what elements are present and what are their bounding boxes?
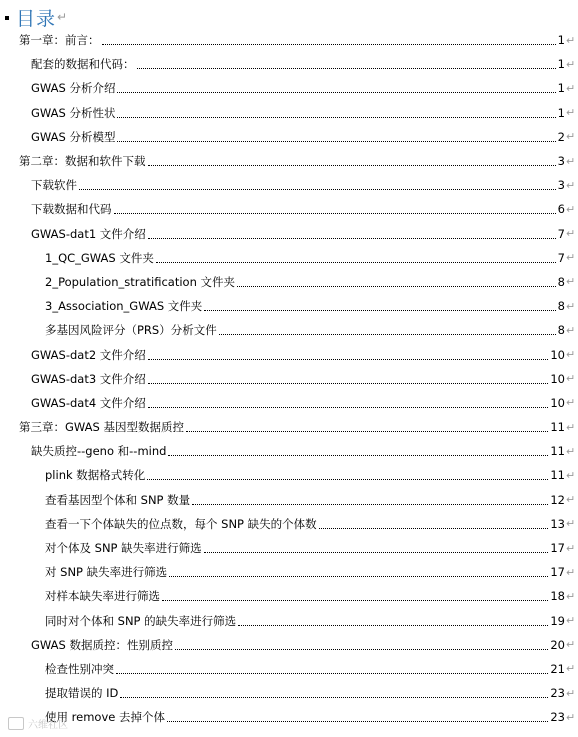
paragraph-mark-icon: ↵ [566, 589, 576, 603]
toc-entry[interactable] [0, 173, 578, 197]
toc-entry-page-number: 1 [557, 57, 565, 72]
paragraph-mark-icon: ↵ [566, 348, 576, 362]
toc-entry-label: 第一章：前言： [19, 33, 100, 48]
dot-leader [148, 382, 549, 384]
toc-entry-label: 1_QC_GWAS 文件夹 [45, 250, 154, 265]
toc-entry[interactable] [0, 657, 578, 681]
dot-leader [148, 358, 549, 360]
dot-leader [102, 43, 556, 45]
toc-entry-page-number: 13 [550, 516, 565, 531]
toc-entry-page-number: 20 [550, 637, 565, 652]
toc-entry[interactable] [0, 125, 578, 149]
toc-entry[interactable] [0, 246, 578, 270]
paragraph-mark-icon: ↵ [566, 614, 576, 628]
toc-entry-page-number: 11 [550, 420, 565, 435]
toc-entry-page-number: 1 [557, 105, 565, 120]
toc-entry-page-number: 7 [557, 226, 565, 241]
toc-entry[interactable] [0, 270, 578, 294]
paragraph-mark-icon: ↵ [566, 106, 576, 120]
toc-entry-label: 使用 remove 去掉个体 [45, 710, 165, 725]
toc-entry-page-number: 18 [550, 589, 565, 604]
paragraph-mark-icon: ↵ [566, 154, 576, 168]
toc-entry[interactable] [0, 222, 578, 246]
dot-leader [167, 720, 548, 722]
toc-entry[interactable] [0, 512, 578, 536]
toc-entry-label: 查看一下个体缺失的位点数，每个 SNP 缺失的个体数 [45, 516, 317, 531]
toc-entry-page-number: 6 [557, 202, 565, 217]
dot-leader [137, 67, 556, 69]
paragraph-mark-icon: ↵ [566, 227, 576, 241]
dot-leader [204, 309, 555, 311]
paragraph-mark-icon: ↵ [566, 323, 576, 337]
paragraph-mark-icon: ↵ [566, 662, 576, 676]
toc-entry-page-number: 17 [550, 565, 565, 580]
dot-leader [117, 140, 555, 142]
dot-leader [192, 503, 548, 505]
table-of-contents [0, 28, 578, 729]
toc-entry[interactable] [0, 149, 578, 173]
dot-leader [319, 527, 549, 529]
paragraph-mark-icon: ↵ [566, 444, 576, 458]
toc-entry-page-number: 17 [550, 541, 565, 556]
toc-entry-label: plink 数据格式转化 [45, 468, 146, 483]
toc-entry-page-number: 7 [557, 250, 565, 265]
toc-entry[interactable] [0, 681, 578, 705]
toc-entry[interactable] [0, 536, 578, 560]
dot-leader [147, 478, 548, 480]
toc-entry-label: 配套的数据和代码： [31, 57, 135, 72]
paragraph-mark-icon: ↵ [566, 710, 576, 724]
paragraph-mark-icon: ↵ [566, 565, 576, 579]
toc-entry-label: 3_Association_GWAS 文件夹 [45, 299, 203, 314]
dot-leader [204, 551, 549, 553]
watermark-logo-icon [8, 717, 24, 730]
toc-entry[interactable] [0, 633, 578, 657]
paragraph-mark-icon: ↵ [566, 202, 576, 216]
heading-bullet-icon [5, 16, 9, 20]
toc-entry-label: 检查性别冲突 [45, 661, 114, 676]
toc-entry[interactable] [0, 197, 578, 221]
paragraph-mark-icon: ↵ [566, 372, 576, 386]
toc-entry-page-number: 23 [550, 686, 565, 701]
toc-entry[interactable] [0, 318, 578, 342]
toc-entry-label: GWAS-dat1 文件介绍 [31, 226, 146, 241]
paragraph-mark-icon: ↵ [566, 517, 576, 531]
toc-entry-label: GWAS 数据质控：性别质控 [31, 637, 173, 652]
paragraph-mark-icon: ↵ [566, 638, 576, 652]
paragraph-mark-icon: ↵ [566, 541, 576, 555]
toc-entry-label: 对 SNP 缺失率进行筛选 [45, 565, 168, 580]
toc-entry-label: 2_Population_stratification 文件夹 [45, 274, 236, 289]
toc-entry-page-number: 19 [550, 613, 565, 628]
toc-entry-label: GWAS-dat2 文件介绍 [31, 347, 146, 362]
dot-leader [148, 406, 549, 408]
paragraph-mark-icon: ↵ [566, 33, 576, 47]
dot-leader [148, 237, 556, 239]
paragraph-mark-icon: ↵ [566, 130, 576, 144]
dot-leader [117, 116, 555, 118]
toc-entry-label: GWAS 分析模型 [31, 129, 116, 144]
toc-entry-page-number: 23 [550, 710, 565, 725]
paragraph-mark-icon: ↵ [566, 420, 576, 434]
paragraph-mark-icon: ↵ [566, 57, 576, 71]
dot-leader [156, 261, 556, 263]
paragraph-mark-icon: ↵ [566, 251, 576, 265]
toc-entry-page-number: 10 [550, 371, 565, 386]
watermark [8, 716, 68, 731]
dot-leader [175, 648, 548, 650]
toc-entry-label: 下载数据和代码 [31, 202, 112, 217]
toc-entry[interactable] [0, 584, 578, 608]
toc-entry[interactable] [0, 294, 578, 318]
toc-entry-label: 对个体及 SNP 缺失率进行筛选 [45, 541, 202, 556]
toc-entry-label: 缺失质控--geno 和--mind [31, 444, 167, 459]
paragraph-mark-icon: ↵ [566, 396, 576, 410]
dot-leader [120, 696, 548, 698]
dot-leader [169, 575, 548, 577]
toc-entry-label: GWAS 分析性状 [31, 105, 116, 120]
dot-leader [114, 212, 556, 214]
toc-entry-page-number: 1 [557, 33, 565, 48]
toc-entry[interactable] [0, 705, 578, 729]
dot-leader [238, 624, 548, 626]
toc-entry-label: 多基因风险评分（PRS）分析文件 [45, 323, 217, 338]
toc-entry-page-number: 1 [557, 81, 565, 96]
paragraph-mark-icon: ↵ [566, 468, 576, 482]
toc-entry[interactable] [0, 342, 578, 366]
watermark-text: 六维社区 [28, 720, 68, 731]
paragraph-mark-icon: ↵ [566, 493, 576, 507]
toc-entry[interactable] [0, 439, 578, 463]
dot-leader [237, 285, 556, 287]
toc-entry-label: GWAS 分析介绍 [31, 81, 116, 96]
toc-entry[interactable] [0, 609, 578, 633]
toc-entry-label: 下载软件 [31, 178, 77, 193]
toc-entry-page-number: 10 [550, 347, 565, 362]
toc-entry-page-number: 3 [557, 178, 565, 193]
toc-entry-page-number: 3 [557, 154, 565, 169]
toc-title: 目录 [16, 7, 57, 30]
dot-leader [168, 454, 548, 456]
toc-entry-label: 第二章：数据和软件下载 [19, 154, 146, 169]
toc-entry-label: 同时对个体和 SNP 的缺失率进行筛选 [45, 613, 237, 628]
paragraph-mark-icon: ↵ [566, 299, 576, 313]
paragraph-mark-icon: ↵ [566, 686, 576, 700]
toc-entry[interactable] [0, 28, 578, 52]
toc-entry-page-number: 11 [550, 468, 565, 483]
toc-entry-page-number: 8 [557, 274, 565, 289]
toc-entry-page-number: 12 [550, 492, 565, 507]
toc-entry-label: 第三章：GWAS 基因型数据质控 [19, 420, 184, 435]
dot-leader [79, 188, 556, 190]
toc-entry[interactable] [0, 415, 578, 439]
dot-leader [116, 672, 548, 674]
paragraph-mark-icon: ↵ [566, 275, 576, 289]
toc-entry-page-number: 2 [557, 129, 565, 144]
toc-entry[interactable] [0, 463, 578, 487]
paragraph-mark-icon: ↵ [57, 10, 68, 24]
toc-entry-label: GWAS-dat4 文件介绍 [31, 395, 146, 410]
toc-entry[interactable] [0, 52, 578, 76]
dot-leader [186, 430, 548, 432]
paragraph-mark-icon: ↵ [566, 81, 576, 95]
toc-entry[interactable] [0, 76, 578, 100]
toc-entry[interactable] [0, 391, 578, 415]
dot-leader [148, 164, 556, 166]
toc-entry-label: 提取错误的 ID [45, 686, 119, 701]
toc-heading [5, 4, 67, 30]
toc-entry[interactable] [0, 367, 578, 391]
toc-entry-page-number: 21 [550, 661, 565, 676]
paragraph-mark-icon: ↵ [566, 178, 576, 192]
toc-entry-page-number: 8 [557, 323, 565, 338]
toc-entry-label: GWAS-dat3 文件介绍 [31, 371, 146, 386]
toc-entry[interactable] [0, 560, 578, 584]
toc-entry-page-number: 11 [550, 444, 565, 459]
dot-leader [117, 91, 555, 93]
dot-leader [219, 333, 556, 335]
toc-entry-label: 对样本缺失率进行筛选 [45, 589, 160, 604]
dot-leader [162, 599, 548, 601]
toc-entry[interactable] [0, 101, 578, 125]
toc-entry-label: 查看基因型个体和 SNP 数量 [45, 492, 191, 507]
toc-entry-page-number: 10 [550, 395, 565, 410]
toc-entry-page-number: 8 [557, 299, 565, 314]
toc-entry[interactable] [0, 488, 578, 512]
